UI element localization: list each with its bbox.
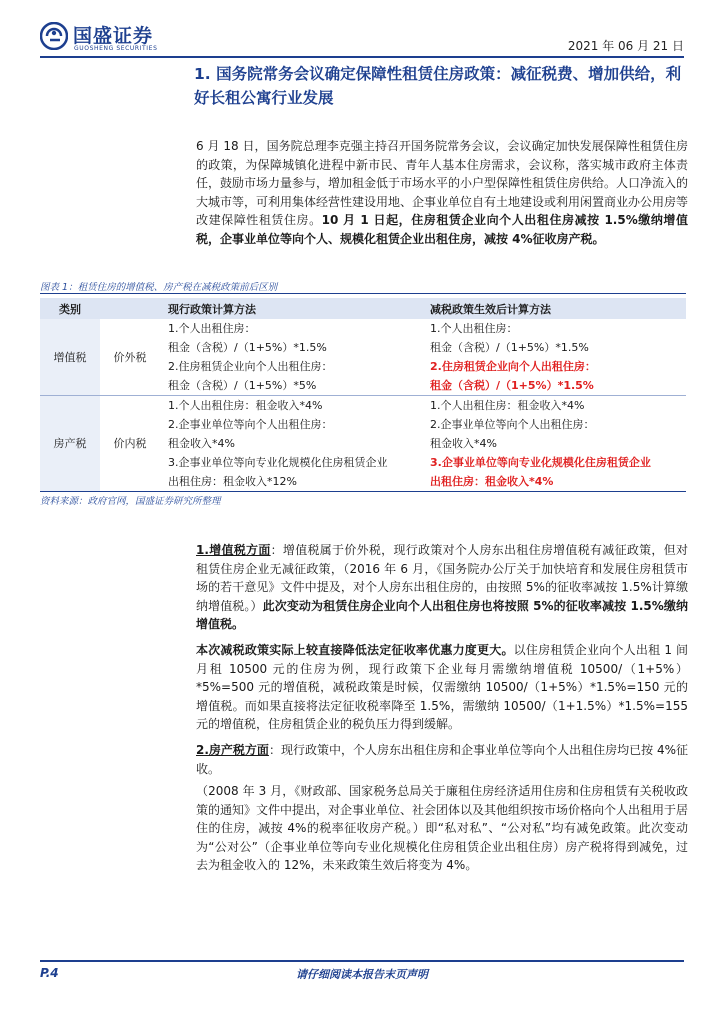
- property-after-line-highlight: 出租住房：租金收入*4%: [430, 475, 554, 488]
- vat-subtype: 价外税: [113, 350, 147, 364]
- figure-bottom-rule: [40, 491, 686, 492]
- property-after-line: 2.企事业单位等向个人出租住房：: [430, 418, 595, 431]
- header-divider: [40, 56, 684, 58]
- intro-bold-text: 10 月 1 日起，住房租赁企业向个人出租住房减按 1.5%缴纳增值税，企事业单位等向个人、规模化租赁企业出租住房，减按 4%征收房产税。: [196, 213, 688, 246]
- logo-text-cn: 国盛证券: [73, 25, 154, 47]
- vat-current-line: 租金（含税）/（1+5%）*5%: [168, 379, 317, 392]
- vat-after-line: 1.个人出租住房：: [430, 322, 518, 335]
- header-after-policy: 减税政策生效后计算方法: [422, 298, 686, 319]
- logo-mark-icon: [40, 22, 68, 50]
- logo-text-en: GUOSHENG SECURITIES: [74, 45, 158, 52]
- header-category: 类别: [40, 298, 100, 319]
- property-after-line: 1.个人出租住房：租金收入*4%: [422, 396, 686, 416]
- property-subtype: 价内税: [100, 396, 160, 492]
- property-after-line-highlight: 3.企事业单位等向专业化规模化住房租赁企业: [430, 456, 651, 469]
- report-date: 2021 年 06 月 21 日: [567, 39, 684, 53]
- property-text: ：现行政策中，个人房东出租住房和企事业单位等向个人出租住房均已按 4%征收。: [196, 743, 688, 776]
- property-paragraph: [196, 741, 688, 778]
- property-current-line: 1.个人出租住房：租金收入*4%: [160, 396, 422, 416]
- vat-current-line: 租金（含税）/（1+5%）*1.5%: [168, 341, 327, 354]
- property-current-line: 出租住房：租金收入*12%: [168, 475, 297, 488]
- vat-paragraph: [196, 541, 688, 634]
- company-logo: [40, 20, 190, 54]
- vat-current-line: 2.住房租赁企业向个人出租住房：: [168, 360, 333, 373]
- page-number: P.4: [40, 966, 59, 980]
- table-row: [40, 396, 686, 416]
- table-header-row: [40, 298, 686, 319]
- vat-category: 增值税: [40, 319, 100, 396]
- intro-paragraph: [196, 137, 688, 248]
- figure-top-rule: [40, 293, 686, 294]
- figure-caption: 图表 1：租赁住房的增值税、房产税在减税政策前后区别: [40, 282, 278, 293]
- page-header: [0, 0, 724, 60]
- impact-paragraph: [196, 641, 688, 734]
- property-current-line: 2.企事业单位等向个人出租住房：: [168, 418, 333, 431]
- footer-disclaimer: 请仔细阅读本报告末页声明: [296, 968, 428, 981]
- tax-comparison-table: [40, 298, 686, 491]
- vat-after-line-highlight: 2.住房租赁企业向个人出租住房：: [430, 360, 596, 373]
- figure-source: 资料来源：政府官网，国盛证券研究所整理: [40, 496, 221, 507]
- impact-text: 以住房租赁企业向个人出租 1 间月租 10500 元的住房为例，现行政策下企业每月需缴纳增值税 10500/（1+5%）*5%=500 元的增值税，减税政策是时候，仅需缴纳 10500/（1+5%）*1.5%=150 元的增值税。而如果直接将法定征收税率降至 1.5%，需缴纳 10500/（1+1.5%）*1.5%=155 元的增值税，住房租赁企业的税负压力得到缓解。: [196, 643, 688, 731]
- property-after-line: 租金收入*4%: [430, 437, 497, 450]
- vat-text: ：增值税属于价外税，现行政策对个人房东出租住房增值税有减征政策，但对租赁住房企业无减征政策，（2016 年 6 月，《国务院办公厅关于加快培育和发展住房租赁市场的若干意见》文件中提及，对个人房东出租住房的，由按照 5%的征收率减按 1.5%计算缴纳增值税。）: [196, 543, 688, 613]
- header-current-policy: 现行政策计算方法: [160, 298, 422, 319]
- header-subtype: [100, 298, 160, 319]
- vat-bold-text: 此次变动为租赁住房企业向个人出租住房也将按照 5%的征收率减按 1.5%缴纳增值税。: [196, 598, 688, 631]
- footer-divider: [40, 960, 684, 962]
- property-current-line: 租金收入*4%: [168, 437, 235, 450]
- history-paragraph: （2008 年 3 月，《财政部、国家税务总局关于廉租住房经济适用住房和住房租赁有关税收政策的通知》文件中提出，对企事业单位、社会团体以及其他组织按市场价格向个人出租用于居住的住房，减按 4%的税率征收房产税。）即“私对私”、“公对私”均有减免政策。此次变动为“公对公”（企事业单位等向专业化规模化住房租赁企业出租住房）房产税将得到减免，过去为租金收入的 12%，未来政策生效后将变为 4%。: [196, 784, 689, 872]
- vat-after-line: 租金（含税）/（1+5%）*1.5%: [430, 341, 589, 354]
- property-category: 房产税: [40, 396, 100, 492]
- table-row: [40, 319, 686, 338]
- section-title: 1. 国务院常务会议确定保障性租赁住房政策：减征税费、增加供给，利好长租公寓行业发展: [194, 65, 682, 107]
- impact-bold-text: 本次减税政策实际上较直接降低法定征收率优惠力度更大。: [196, 643, 514, 657]
- property-current-line: 3.企事业单位等向专业化规模化住房租赁企业: [168, 456, 388, 469]
- vat-lead: 1.增值税方面: [196, 543, 271, 557]
- intro-text: 6 月 18 日，国务院总理李克强主持召开国务院常务会议，会议确定加快发展保障性租赁住房的政策，为保障城镇化进程中新市民、青年人基本住房需求，会议称，落实城市政府主体责任，鼓励市场力量参与，增加租金低于市场水平的小户型保障性租赁住房供给。人口净流入的大城市等，可利用集体经营性建设用地、企事业单位自有土地建设或利用闲置商业办公用房等改建保障性租赁住房。: [196, 139, 689, 227]
- vat-current-line: 1.个人出租住房：: [168, 322, 256, 335]
- vat-after-line-highlight: 租金（含税）/（1+5%）*1.5%: [430, 379, 594, 392]
- property-lead: 2.房产税方面: [196, 743, 269, 757]
